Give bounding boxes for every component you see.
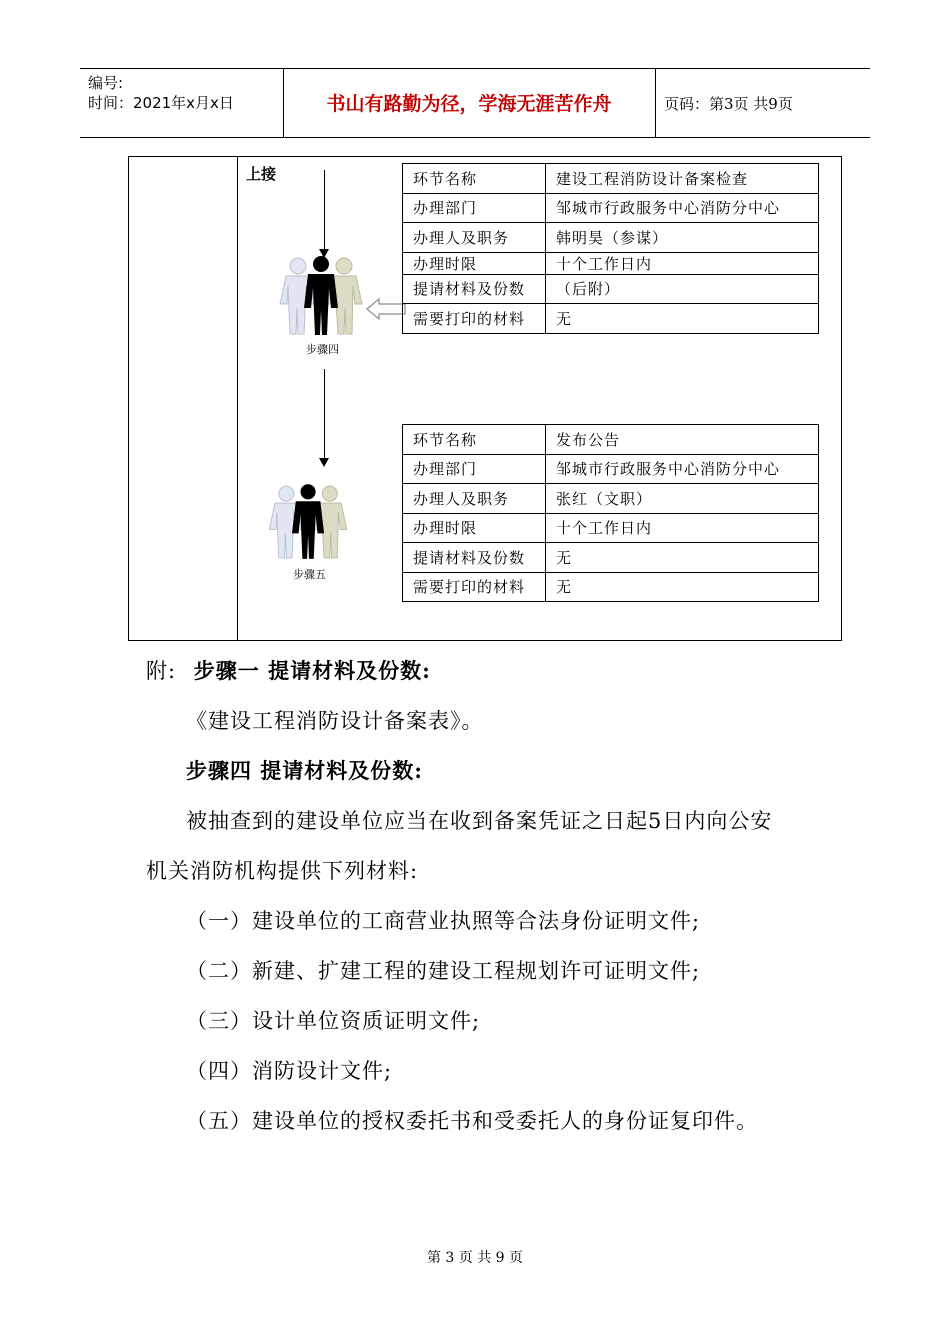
- table-row: [403, 484, 819, 514]
- field-value: （后附）: [546, 274, 819, 304]
- field-value: 无: [546, 304, 819, 334]
- appendix-step1-line: [146, 655, 431, 685]
- step-label: 步骤四: [306, 343, 339, 356]
- table-row: [403, 572, 819, 602]
- table-row: [403, 223, 819, 253]
- field-value: 十个工作日内: [546, 252, 819, 274]
- field-label: 提请材料及份数: [403, 274, 546, 304]
- field-label: 办理部门: [403, 193, 546, 223]
- field-label: 办理时限: [403, 252, 546, 274]
- number-label: 编号:: [88, 74, 124, 92]
- table-row: [403, 425, 819, 455]
- time-label: 时间：2021年x月x日: [88, 94, 234, 112]
- list-item: （三）设计单位资质证明文件;: [186, 1009, 481, 1033]
- frame-divider: [237, 157, 238, 640]
- header-motto: 书山有路勤为径，学海无涯苦作舟: [326, 93, 612, 115]
- list-item: （四）消防设计文件;: [186, 1059, 393, 1083]
- field-value: 邹城市行政服务中心消防分中心: [546, 193, 819, 223]
- table-row: [403, 252, 819, 274]
- field-value: 韩明昊（参谋）: [546, 223, 819, 253]
- header-meta: [88, 73, 234, 113]
- field-value: 发布公告: [546, 425, 819, 455]
- table-row: [403, 304, 819, 334]
- list-item: （二）新建、扩建工程的建设工程规划许可证明文件;: [186, 959, 701, 983]
- field-label: 需要打印的材料: [403, 304, 546, 334]
- list-item: （五）建设单位的授权委托书和受委托人的身份证复印件。: [186, 1109, 758, 1133]
- page-footer: 第 3 页 共 9 页: [426, 1250, 524, 1266]
- flow-arrow-line: [324, 170, 325, 250]
- flow-arrow-line: [324, 369, 325, 459]
- appendix-prefix: 附:: [146, 659, 177, 683]
- field-value: 邹城市行政服务中心消防分中心: [546, 454, 819, 484]
- header-divider: [655, 69, 656, 137]
- field-label: 办理人及职务: [403, 484, 546, 514]
- step4-info-table: [402, 163, 819, 334]
- table-row: [403, 513, 819, 543]
- step1-text: 《建设工程消防设计备案表》。: [186, 709, 484, 733]
- field-label: 办理人及职务: [403, 223, 546, 253]
- field-value: 张红（文职）: [546, 484, 819, 514]
- table-row: [403, 193, 819, 223]
- field-label: 环节名称: [403, 164, 546, 194]
- field-label: 办理时限: [403, 513, 546, 543]
- field-value: 无: [546, 572, 819, 602]
- people-group-icon: [268, 256, 376, 336]
- field-value: 无: [546, 543, 819, 573]
- header-page-label: 页码：第3页 共9页: [664, 95, 793, 113]
- step4-intro-line2: 机关消防机构提供下列材料:: [146, 859, 419, 883]
- field-value: 十个工作日内: [546, 513, 819, 543]
- hollow-arrow-left-icon: [366, 297, 406, 321]
- table-row: [403, 164, 819, 194]
- field-value: 建设工程消防设计备案检查: [546, 164, 819, 194]
- table-row: [403, 543, 819, 573]
- arrow-down-icon: [319, 458, 329, 467]
- field-label: 办理部门: [403, 454, 546, 484]
- table-row: [403, 454, 819, 484]
- people-group-icon: [258, 482, 360, 562]
- step5-info-table: [402, 424, 819, 602]
- table-row: [403, 274, 819, 304]
- step4-heading: 步骤四 提请材料及份数:: [186, 758, 424, 783]
- continued-label: 上接: [246, 165, 277, 183]
- field-label: 提请材料及份数: [403, 543, 546, 573]
- list-item: （一）建设单位的工商营业执照等合法身份证明文件;: [186, 909, 701, 933]
- step-label: 步骤五: [293, 568, 326, 581]
- step4-intro-line1: 被抽查到的建设单位应当在收到备案凭证之日起5日内向公安: [186, 809, 773, 833]
- field-label: 环节名称: [403, 425, 546, 455]
- field-label: 需要打印的材料: [403, 572, 546, 602]
- step1-heading: 步骤一 提请材料及份数:: [193, 658, 431, 683]
- page-header: [80, 68, 870, 138]
